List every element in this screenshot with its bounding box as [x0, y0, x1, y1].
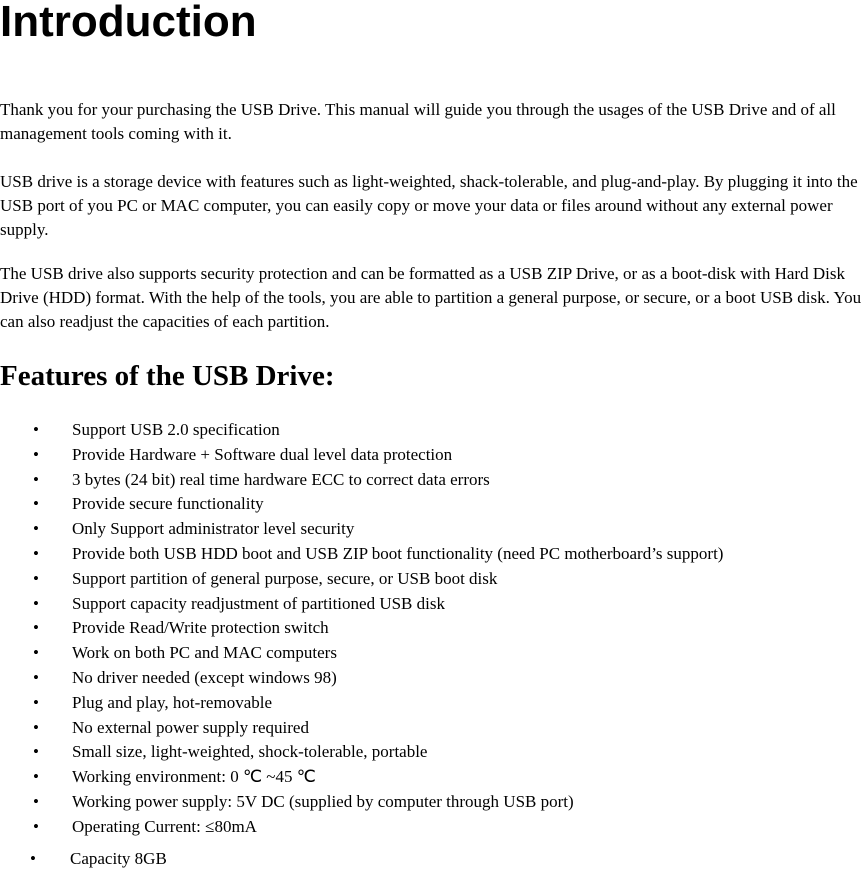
feature-text: Support capacity readjustment of partitioned USB disk	[72, 593, 445, 613]
feature-text: No external power supply required	[72, 717, 309, 737]
bullet-icon: •	[33, 494, 39, 514]
intro-paragraph-3: The USB drive also supports security protection and can be formatted as a USB ZIP Drive, or as a boot-disk with Hard Disk Drive (HDD) format. With the help of the tools, you are able to partition a general purpose, or secure, or a boot USB disk. You can also readjust the capacities of each partition.	[0, 264, 862, 331]
bullet-icon: •	[33, 618, 39, 638]
feature-text: Plug and play, hot-removable	[72, 692, 273, 712]
feature-text: Support USB 2.0 specification	[72, 420, 280, 439]
feature-text: No driver needed (except windows 98)	[72, 667, 337, 687]
feature-text: Provide Hardware + Software dual level data protection	[72, 444, 453, 464]
feature-text: Working environment: 0 ℃ ~45 ℃	[72, 767, 316, 787]
bullet-icon: •	[33, 643, 39, 663]
feature-text: Support partition of general purpose, secure, or USB boot disk	[72, 568, 498, 588]
bullet-icon: •	[33, 543, 39, 563]
feature-text: Provide both USB HDD boot and USB ZIP boot functionality (need PC motherboard’s support)	[72, 543, 724, 563]
bullet-icon: •	[33, 667, 39, 687]
feature-text: Work on both PC and MAC computers	[72, 643, 337, 663]
bullet-icon: •	[33, 469, 39, 489]
bullet-icon: •	[30, 848, 36, 868]
feature-text: Capacity 8GB	[70, 848, 167, 868]
page-title: Introduction	[0, 0, 257, 46]
intro-paragraph-2: USB drive is a storage device with features such as light-weighted, shack-tolerable, and plug-and-play. By plugging it into the USB port of you PC or MAC computer, you can easily copy or move your data or files around without any external power supply.	[0, 172, 858, 239]
intro-paragraph-1: Thank you for your purchasing the USB Drive. This manual will guide you through the usages of the USB Drive and of all management tools coming with it.	[0, 100, 836, 143]
bullet-icon: •	[33, 791, 39, 811]
bullet-icon: •	[33, 568, 39, 588]
feature-text: Only Support administrator level security	[72, 519, 355, 539]
feature-text: 3 bytes (24 bit) real time hardware ECC to correct data errors	[72, 469, 490, 489]
bullet-icon: •	[33, 717, 39, 737]
feature-text: Small size, light-weighted, shock-tolerable, portable	[72, 742, 428, 762]
feature-text: Working power supply: 5V DC (supplied by computer through USB port)	[72, 791, 574, 811]
bullet-icon: •	[33, 519, 39, 539]
bullet-icon: •	[33, 420, 39, 439]
bullet-icon: •	[33, 816, 39, 836]
bullet-icon: •	[33, 692, 39, 712]
feature-text: Operating Current: ≤80mA	[72, 816, 257, 836]
bullet-icon: •	[33, 444, 39, 464]
feature-text: Provide secure functionality	[72, 494, 264, 514]
features-heading: Features of the USB Drive:	[0, 360, 335, 392]
bullet-icon: •	[33, 767, 39, 787]
bullet-icon: •	[33, 593, 39, 613]
bullet-icon: •	[33, 742, 39, 762]
feature-text: Provide Read/Write protection switch	[72, 618, 329, 638]
